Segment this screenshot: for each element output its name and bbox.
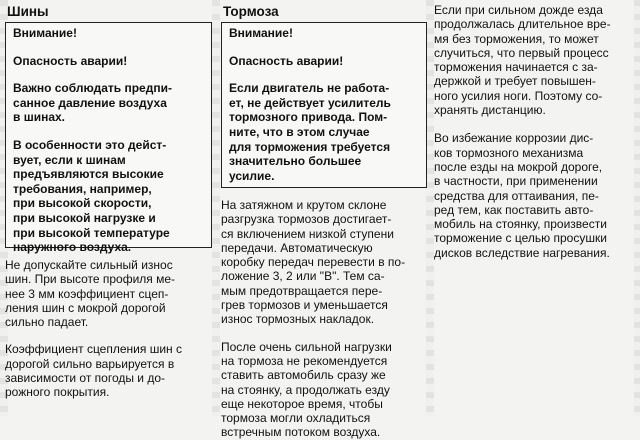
warning-high-demand: В особенности это дейст- вует, если к шинам предъявляются высокие требования, например, при высокой скорости, при высокой нагрузке и при высокой температуре наружного воздуха.: [13, 137, 170, 255]
warning-accident-danger: Опасность аварии!: [229, 53, 344, 68]
brakes-continued-column: [434, 0, 636, 260]
bleed-through-gutter-1: [212, 0, 220, 416]
brakes-paragraph-rain: Если при сильном дожде езда продолжалась длительное вре- мя без торможения, то может случиться, что первый процесс торможения начинается с за- держкой и требует повышен- ного усилия ноги. Поэтому со- хранять дистанцию.: [434, 3, 611, 118]
bleed-through-gutter-2: [426, 0, 434, 416]
brakes-section-title: Тормоза: [221, 0, 427, 23]
tires-column: [5, 0, 212, 400]
brakes-warning-box: [221, 23, 427, 188]
brakes-paragraph-cooling: После очень сильной нагрузки на тормоза не рекомендуется ставить автомобиль сразу же на стоянку, а продолжать езду еще некоторое время, чтобы тормоза могли охладиться встречным потоком воздуха.: [221, 339, 392, 440]
warning-attention: Внимание!: [229, 26, 293, 40]
tires-warning-box: [5, 23, 212, 255]
brakes-paragraph-corrosion: Во избежание коррозии дис- ков тормозного механизма после езды на мокрой дороге, в частности, при применении средства для оттаивания, пе- ред тем, как поставить авто- мобиль на стоянку, произвести торможение с целью просушки дисков вследствие нагревания.: [434, 131, 610, 260]
tires-paragraph-grip: Коэффициент сцепления шин с дорогой сильно варьируется в зависимости от погоды и до- рожного покрытия.: [5, 342, 182, 400]
warning-brake-booster: Если двигатель не работа- ет, не действует усилитель тормозного привода. Пом- ните, что в этом случае для торможения требуется значительно большее усилие.: [229, 81, 391, 183]
tires-paragraph-wear: Не допускайте сильный износ шин. При высоте профиля ме- нее 3 мм коэффициент сцеп- ления шин с мокрой дорогой сильно падает.: [5, 258, 176, 330]
tires-section-title: Шины: [5, 0, 212, 23]
warning-attention: Внимание!: [13, 26, 77, 40]
brakes-paragraph-downhill: На затяжном и крутом склоне разгрузка тормозов достигает- ся включением низкой ступени передачи. Автоматическую коробку передач перевести в по- ложение 3, 2 или "В". Тем са- мым предотвращается пере- грев тормозов и уменьшается износ тормозных накладок.: [221, 198, 406, 327]
warning-tire-pressure: Важно соблюдать предпи- санное давление воздуха в шинах.: [13, 81, 172, 125]
brakes-column: [221, 0, 427, 440]
warning-accident-danger: Опасность аварии!: [13, 53, 128, 68]
